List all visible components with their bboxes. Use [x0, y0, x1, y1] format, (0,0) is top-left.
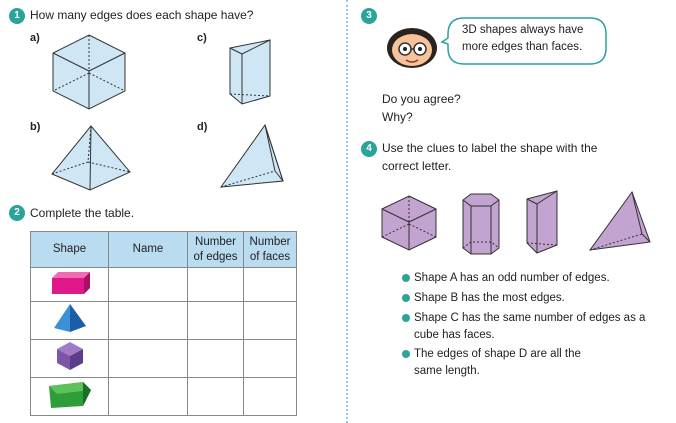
purple-cube-outline-shape [380, 194, 438, 252]
triangular-pyramid-shape [219, 123, 285, 191]
question-3-agree: Do you agree? [382, 92, 461, 106]
speech-line-2: more edges than faces. [462, 41, 583, 53]
purple-triangular-prism-shape [523, 189, 561, 255]
edges-cell-3[interactable] [188, 340, 244, 378]
pyramid-cell [31, 302, 109, 340]
speech-line-1: 3D shapes always have [462, 24, 584, 36]
question-4-prompt-line-2: correct letter. [382, 159, 452, 173]
square-pyramid-shape [50, 124, 132, 192]
header-edges-line-2: of edges [193, 250, 238, 263]
label-d: d) [197, 121, 208, 133]
name-cell-4[interactable] [109, 378, 188, 416]
edges-cell-4[interactable] [188, 378, 244, 416]
header-shape: Shape [31, 232, 109, 268]
label-c: c) [197, 32, 207, 44]
question-3-number: 3 [361, 8, 377, 24]
header-edges-line-1: Number [195, 235, 236, 248]
blue-pyramid-shape [50, 302, 90, 334]
header-faces-line-2: of faces [249, 250, 291, 263]
prism-cell [31, 378, 109, 416]
question-1-prompt: How many edges does each shape have? [30, 8, 254, 22]
clue-c-line-2: cube has faces. [414, 329, 495, 341]
question-2-number: 2 [9, 205, 25, 221]
header-faces-line-1: Number [249, 235, 291, 248]
clue-d-line-1: The edges of shape D are all the [414, 348, 581, 360]
question-3-why: Why? [382, 110, 413, 124]
question-2-prompt: Complete the table. [30, 206, 135, 220]
faces-cell-3[interactable] [244, 340, 297, 378]
clue-bullet-2 [402, 294, 410, 302]
clue-bullet-1 [402, 274, 410, 282]
cube-hexagon-shape [50, 33, 128, 111]
name-cell-2[interactable] [109, 302, 188, 340]
question-4-number: 4 [361, 141, 377, 157]
edges-cell-2[interactable] [188, 302, 244, 340]
page-divider [346, 0, 348, 423]
shapes-table [30, 231, 297, 416]
faces-cell-4[interactable] [244, 378, 297, 416]
faces-cell-1[interactable] [244, 268, 297, 302]
triangular-prism-shape [226, 38, 274, 106]
question-4-prompt-line-1: Use the clues to label the shape with the [382, 141, 598, 155]
header-edges [188, 232, 244, 268]
label-b: b) [30, 121, 41, 133]
purple-cube-shape [54, 340, 86, 372]
hexagonal-prism-shape [459, 192, 503, 256]
pink-cuboid-shape [48, 268, 92, 296]
name-cell-1[interactable] [109, 268, 188, 302]
clue-bullet-3 [402, 314, 410, 322]
cuboid-cell [31, 268, 109, 302]
cube-cell [31, 340, 109, 378]
clue-a: Shape A has an odd number of edges. [414, 272, 610, 284]
green-prism-shape [45, 378, 95, 410]
clue-bullet-4 [402, 350, 410, 358]
label-a: a) [30, 32, 40, 44]
purple-tetrahedron-shape [588, 190, 652, 254]
clue-b: Shape B has the most edges. [414, 292, 565, 304]
header-name: Name [109, 232, 188, 268]
header-faces [244, 232, 297, 268]
clue-d-line-2: same length. [414, 365, 480, 377]
name-cell-3[interactable] [109, 340, 188, 378]
edges-cell-1[interactable] [188, 268, 244, 302]
clue-c-line-1: Shape C has the same number of edges as a [414, 312, 646, 324]
faces-cell-2[interactable] [244, 302, 297, 340]
girl-face-icon [384, 22, 440, 70]
question-1-number: 1 [9, 8, 25, 24]
